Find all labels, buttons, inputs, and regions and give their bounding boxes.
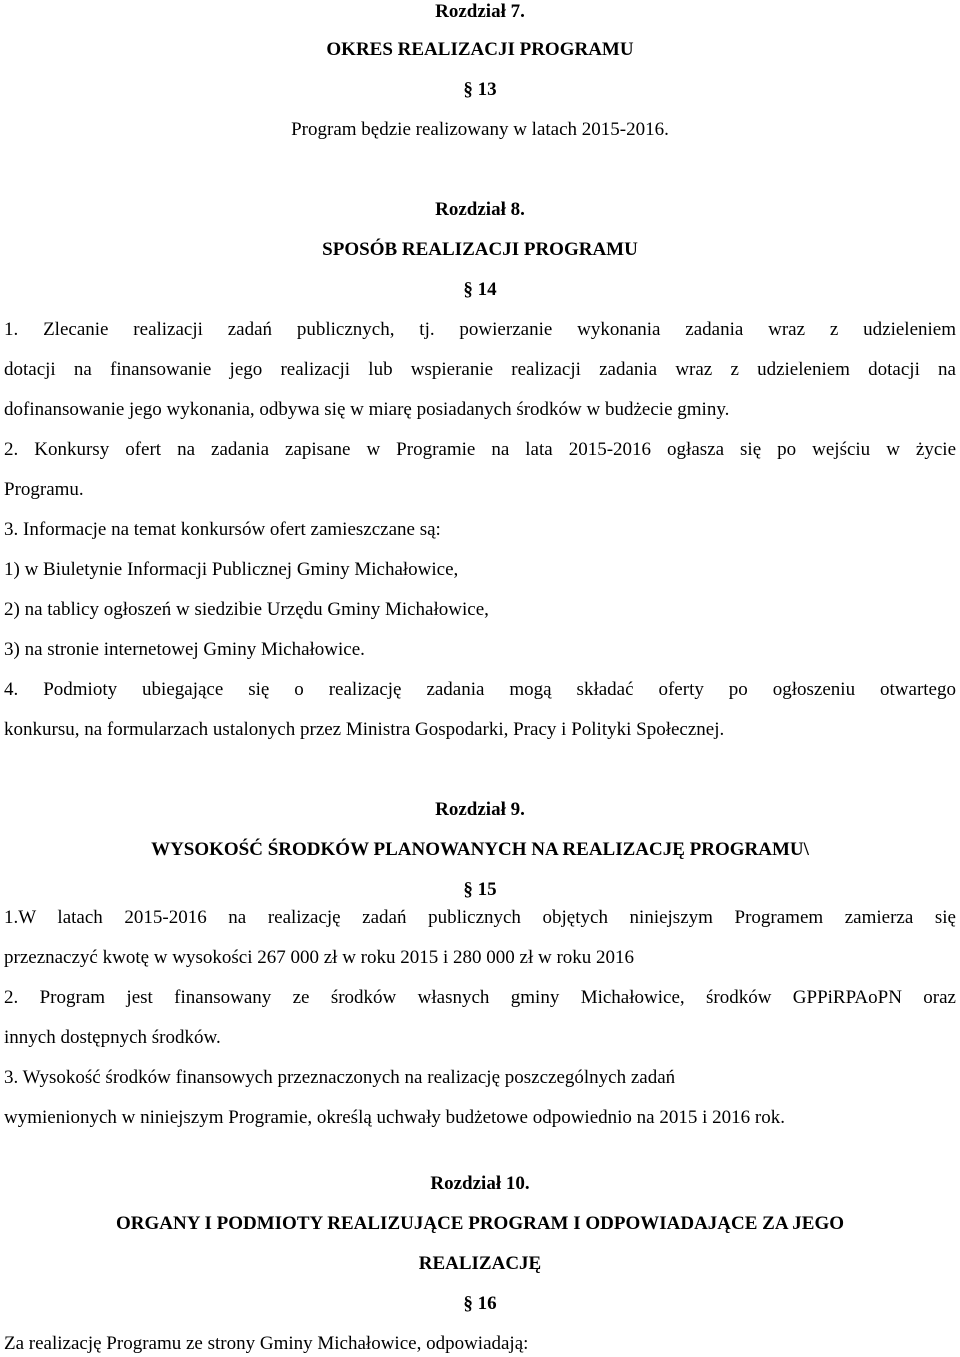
chapter-10-text: Za realizację Programu ze strony Gminy Michałowice, odpowiadają: [4,1333,529,1354]
paragraph-16-number: § 16 [463,1293,497,1314]
chapter-7-heading: Rozdział 7. [435,1,525,22]
chapter-9-line: 2. Program jest finansowany ze środków własnych gminy Michałowice, środków GPPiRPAoPN oraz [4,987,956,1008]
chapter-8-title: SPOSÓB REALIZACJI PROGRAMU [322,239,638,260]
chapter-9-line: przeznaczyć kwotę w wysokości 267 000 zł w roku 2015 i 280 000 zł w roku 2016 [4,947,635,968]
chapter-10-title-continued: REALIZACJĘ [418,1253,542,1274]
chapter-9-line: innych dostępnych środków. [4,1027,221,1048]
chapter-8-line: 1. Zlecanie realizacji zadań publicznych, tj. powierzanie wykonania zadania wraz z udzieleniem [4,319,956,340]
paragraph-15-number: § 15 [463,879,497,900]
chapter-8-line: 3. Informacje na temat konkursów ofert zamieszczane są: [4,519,441,540]
paragraph-14-number: § 14 [463,279,497,300]
chapter-8-line: 4. Podmioty ubiegające się o realizację zadania mogą składać oferty po ogłoszeniu otwartego [4,679,956,700]
chapter-8-line: Programu. [4,479,84,500]
chapter-8-line: 3) na stronie internetowej Gminy Michałowice. [4,639,365,660]
chapter-9-line: wymienionych w niniejszym Programie, określą uchwały budżetowe odpowiednio na 2015 i 2016 rok. [4,1107,785,1128]
chapter-7-title: OKRES REALIZACJI PROGRAMU [326,39,634,60]
chapter-9-line: 1.W latach 2015-2016 na realizację zadań publicznych objętych niniejszym Programem zamierza się [4,907,956,928]
chapter-8-line: dotacji na finansowanie jego realizacji lub wspieranie realizacji zadania wraz z udzieleniem dotacji na [4,359,956,380]
chapter-7-text: Program będzie realizowany w latach 2015-2016. [291,119,669,140]
paragraph-13-number: § 13 [463,79,497,100]
chapter-10-title: ORGANY I PODMIOTY REALIZUJĄCE PROGRAM I ODPOWIADAJĄCE ZA JEGO [115,1213,844,1234]
chapter-8-line: dofinansowanie jego wykonania, odbywa się w miarę posiadanych środków w budżecie gminy. [4,399,730,420]
chapter-8-line: 2. Konkursy ofert na zadania zapisane w Programie na lata 2015-2016 ogłasza się po wejściu w życie [4,439,956,460]
chapter-8-line: konkursu, na formularzach ustalonych przez Ministra Gospodarki, Pracy i Polityki Społecznej. [4,719,725,740]
chapter-9-heading: Rozdział 9. [435,799,525,820]
chapter-8-line: 2) na tablicy ogłoszeń w siedzibie Urzędu Gminy Michałowice, [4,599,489,620]
chapter-8-heading: Rozdział 8. [435,199,525,220]
chapter-8-line: 1) w Biuletynie Informacji Publicznej Gminy Michałowice, [4,559,459,580]
chapter-9-title: WYSOKOŚĆ ŚRODKÓW PLANOWANYCH NA REALIZACJĘ PROGRAMU\ [151,839,809,860]
chapter-10-heading: Rozdział 10. [430,1173,530,1194]
chapter-9-line: 3. Wysokość środków finansowych przeznaczonych na realizację poszczególnych zadań [4,1067,676,1088]
